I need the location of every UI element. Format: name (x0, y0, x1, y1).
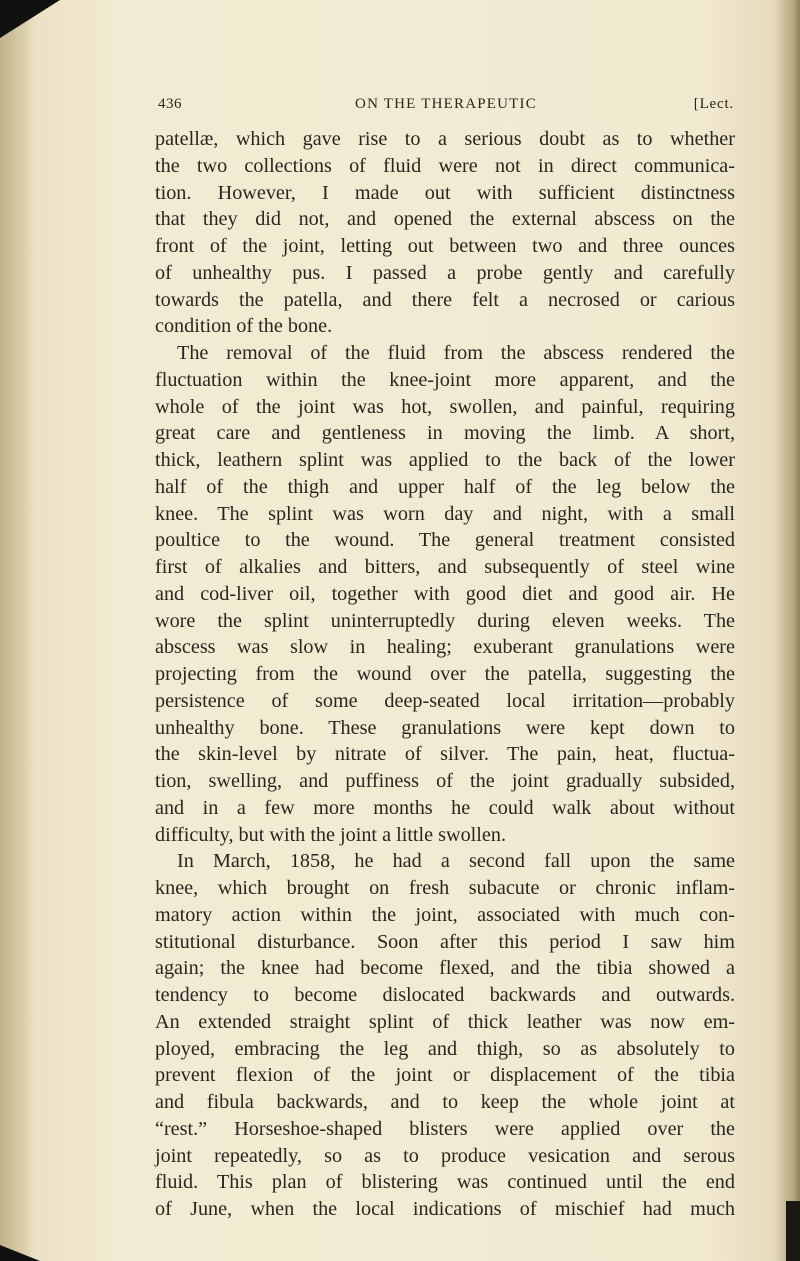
text-line: towards the patella, and there felt a necrosed or carious (155, 288, 735, 311)
text-line: the skin-level by nitrate of silver. The pain, heat, fluctua- (155, 743, 735, 766)
page-number: 436 (158, 96, 182, 112)
text-line: tion. However, I made out with sufficient distinctness (155, 181, 735, 204)
text-line: abscess was slow in healing; exuberant granulations were (155, 636, 735, 659)
text-line: In March, 1858, he had a second fall upon the same (177, 850, 735, 873)
text-line: knee. The splint was worn day and night, with a small (155, 502, 735, 525)
text-line: patellæ, which gave rise to a serious doubt as to whether (155, 128, 735, 150)
text-line: joint repeatedly, so as to produce vesication and serous (155, 1144, 735, 1167)
scan-corner-top-left (0, 0, 60, 38)
text-line: front of the joint, letting out between two and three ounces (155, 235, 735, 257)
text-line: difficulty, but with the joint a little swollen. (155, 823, 506, 846)
text-line: fluctuation within the knee-joint more apparent, and the (155, 368, 735, 391)
text-line: fluid. This plan of blistering was continued until the end (155, 1171, 735, 1194)
text-line: and fibula backwards, and to keep the whole joint at (155, 1091, 735, 1113)
text-line: tendency to become dislocated backwards and outwards. (155, 984, 735, 1006)
text-line: of unhealthy pus. I passed a probe gently and carefully (155, 261, 735, 284)
text-line: persistence of some deep-seated local irritation—probably (155, 689, 735, 712)
scan-corner-bottom-right (786, 1201, 800, 1261)
running-header (158, 96, 734, 118)
text-line: matory action within the joint, associated with much con- (155, 903, 735, 926)
text-line: projecting from the wound over the patella, suggesting the (155, 663, 735, 685)
text-line: great care and gentleness in moving the limb. A short, (155, 422, 735, 445)
text-line: “rest.” Horseshoe-shaped blisters were applied over the (155, 1117, 735, 1140)
text-line: An extended straight splint of thick leather was now em- (155, 1010, 735, 1033)
text-line: poultice to the wound. The general treatment consisted (155, 529, 735, 552)
text-line: condition of the bone. (155, 315, 333, 338)
text-line: thick, leathern splint was applied to the back of the lower (155, 449, 735, 471)
page-edge-shadow (776, 0, 800, 1261)
text-line: the two collections of fluid were not in direct communica- (155, 154, 735, 177)
text-line: that they did not, and opened the external abscess on the (155, 208, 735, 231)
text-line: of June, when the local indications of mischief had much (155, 1198, 735, 1220)
body-text (155, 126, 735, 1223)
text-line: The removal of the fluid from the abscess rendered the (177, 342, 735, 364)
page-binding-shadow (0, 0, 32, 1261)
running-title: ON THE THERAPEUTIC (355, 96, 537, 112)
text-line: again; the knee had become flexed, and the tibia showed a (155, 957, 735, 980)
text-line: ployed, embracing the leg and thigh, so as absolutely to (155, 1037, 735, 1060)
scan-corner-bottom-left (0, 1245, 40, 1261)
text-line: unhealthy bone. These granulations were kept down to (155, 716, 735, 739)
section-label: [Lect. (693, 96, 734, 112)
text-line: knee, which brought on fresh subacute or chronic inflam- (155, 877, 735, 899)
text-line: and cod-liver oil, together with good diet and good air. He (155, 582, 735, 605)
text-line: wore the splint uninterruptedly during eleven weeks. The (155, 609, 735, 632)
text-line: whole of the joint was hot, swollen, and painful, requiring (155, 395, 735, 418)
text-line: first of alkalies and bitters, and subsequently of steel wine (155, 556, 735, 578)
text-line: stitutional disturbance. Soon after this period I saw him (155, 930, 735, 953)
text-line: tion, swelling, and puffiness of the joint gradually subsided, (155, 770, 735, 792)
text-line: half of the thigh and upper half of the leg below the (155, 475, 735, 498)
text-line: and in a few more months he could walk about without (155, 796, 735, 819)
text-line: prevent flexion of the joint or displacement of the tibia (155, 1064, 735, 1087)
